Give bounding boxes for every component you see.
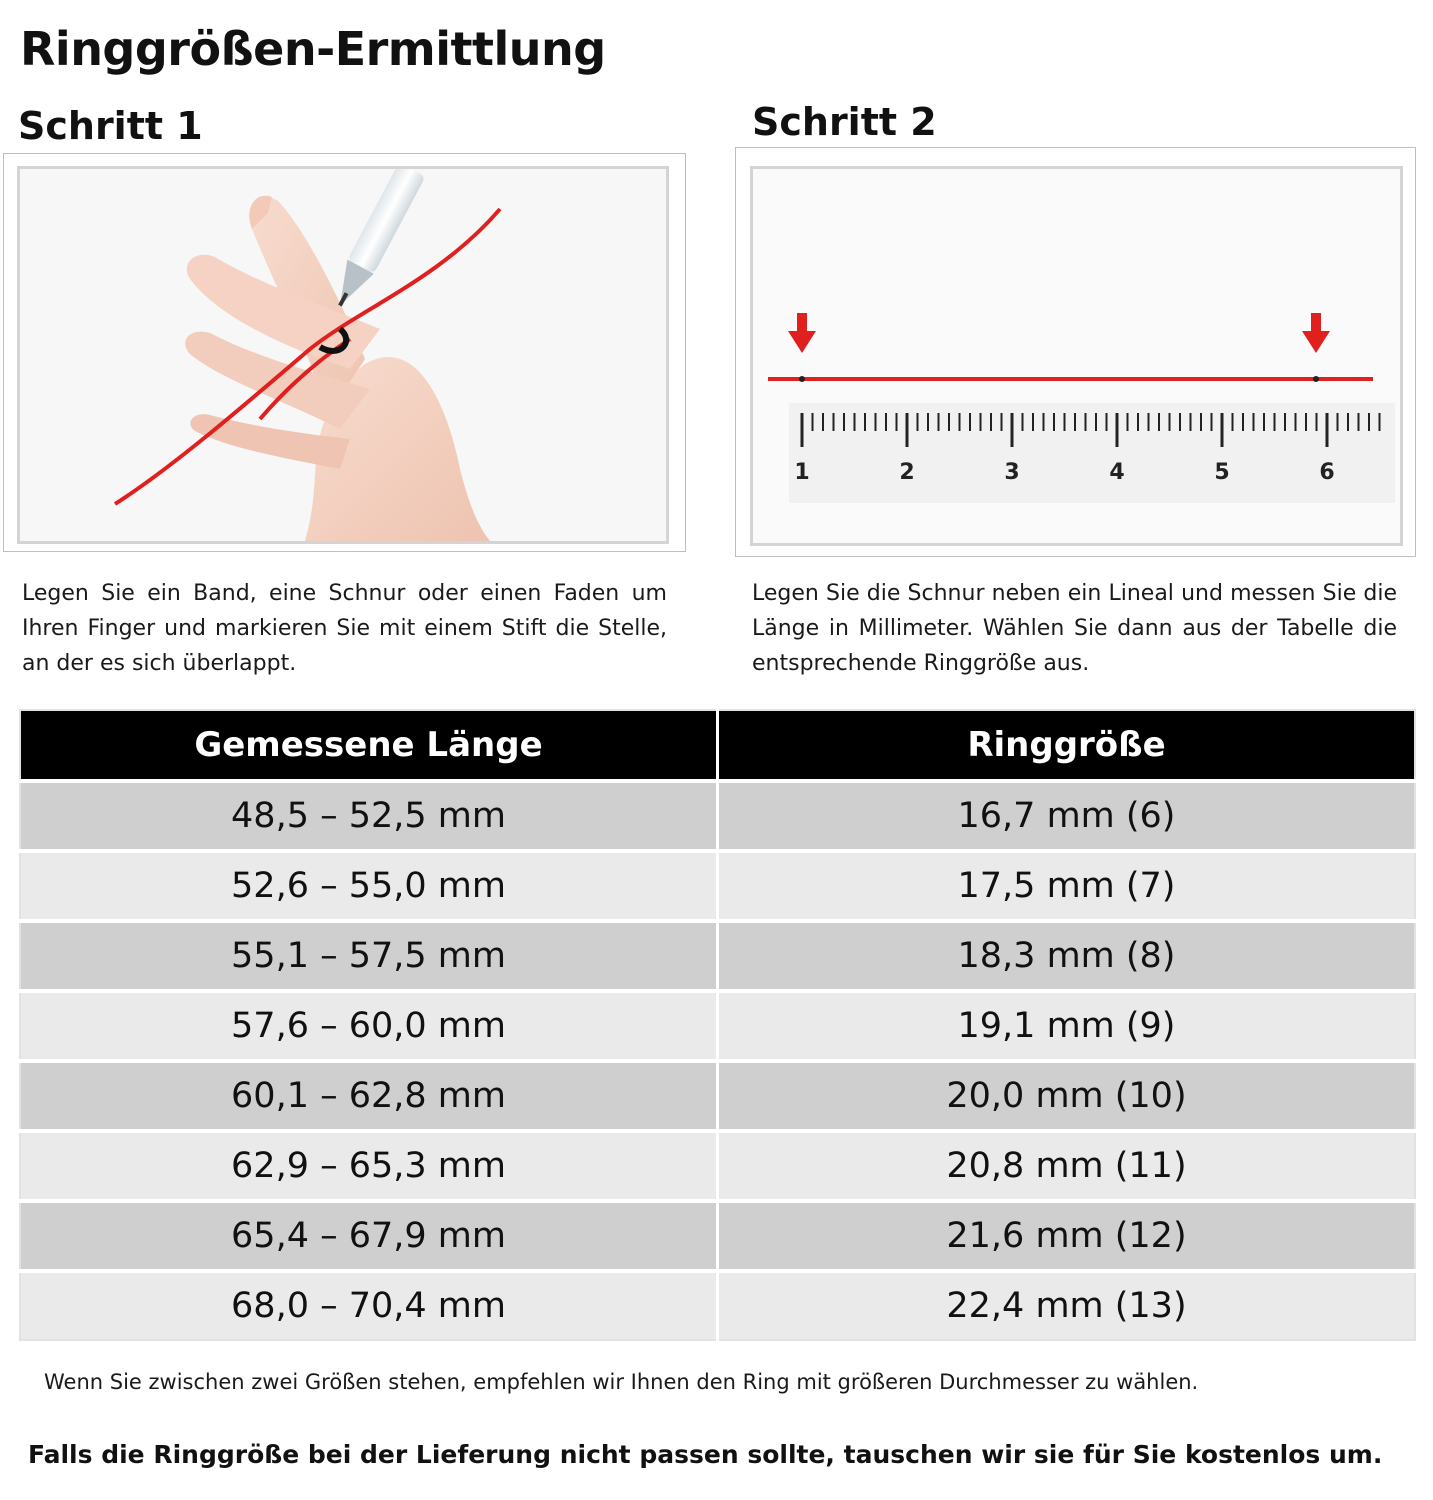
ruler-label: 3 [1004,460,1020,485]
right-marker-arrow-icon [1302,313,1330,353]
ruler-body [789,403,1395,503]
table-row [20,1201,1415,1271]
page-title: Ringgrößen-Ermittlung [20,22,606,76]
step1-illustration-frame [3,153,686,552]
step2-description: Legen Sie die Schnur neben ein Lineal und messen Sie die Länge in Millimeter. Wählen Sie dann aus der Tabelle die entsprechende Ringgröße aus. [752,581,1397,676]
table-row [20,1271,1415,1340]
left-marker-arrow-icon [788,313,816,353]
table-row [20,851,1415,921]
cell-size: 17,5 mm (7) [718,851,1416,921]
step1-heading: Schritt 1 [18,104,203,148]
table-row [20,1061,1415,1131]
table-row [20,991,1415,1061]
cell-length: 68,0 – 70,4 mm [20,1271,718,1340]
cell-length: 62,9 – 65,3 mm [20,1131,718,1201]
cell-size: 18,3 mm (8) [718,921,1416,991]
step2-illustration-frame [735,147,1416,557]
cell-size: 19,1 mm (9) [718,991,1416,1061]
size-recommendation-note: Wenn Sie zwischen zwei Größen stehen, empfehlen wir Ihnen den Ring mit größeren Durchmesser zu wählen. [44,1370,1199,1394]
cell-length: 65,4 – 67,9 mm [20,1201,718,1271]
cell-length: 52,6 – 55,0 mm [20,851,718,921]
ruler-label: 2 [899,460,915,485]
cell-size: 21,6 mm (12) [718,1201,1416,1271]
cell-length: 48,5 – 52,5 mm [20,781,718,851]
cell-length: 57,6 – 60,0 mm [20,991,718,1061]
step1-description: Legen Sie ein Band, eine Schnur oder einen Faden um Ihren Finger und markieren Sie mit einem Stift die Stelle, an der es sich überlappt. [22,581,667,676]
step2-heading: Schritt 2 [752,100,937,144]
cell-size: 22,4 mm (13) [718,1271,1416,1340]
cell-size: 20,0 mm (10) [718,1061,1416,1131]
header-ring-size: Ringgröße [718,710,1416,781]
ruler-illustration [753,169,1400,543]
cell-size: 16,7 mm (6) [718,781,1416,851]
step2-illustration [750,166,1403,546]
cell-length: 60,1 – 62,8 mm [20,1061,718,1131]
cell-length: 55,1 – 57,5 mm [20,921,718,991]
table-header-row [20,710,1415,781]
hand-thread-pen-illustration [20,169,666,541]
ruler-label: 5 [1214,460,1230,485]
table-row [20,781,1415,851]
free-exchange-note: Falls die Ringgröße bei der Lieferung nicht passen sollte, tauschen wir sie für Sie kostenlos um. [28,1440,1383,1469]
table-row [20,921,1415,991]
ring-size-table [19,709,1416,1341]
cell-size: 20,8 mm (11) [718,1131,1416,1201]
table-row [20,1131,1415,1201]
step1-illustration [17,166,669,544]
ruler-label: 1 [794,460,810,485]
ruler-label: 4 [1109,460,1125,485]
ruler-label: 6 [1319,460,1335,485]
header-measured-length: Gemessene Länge [20,710,718,781]
